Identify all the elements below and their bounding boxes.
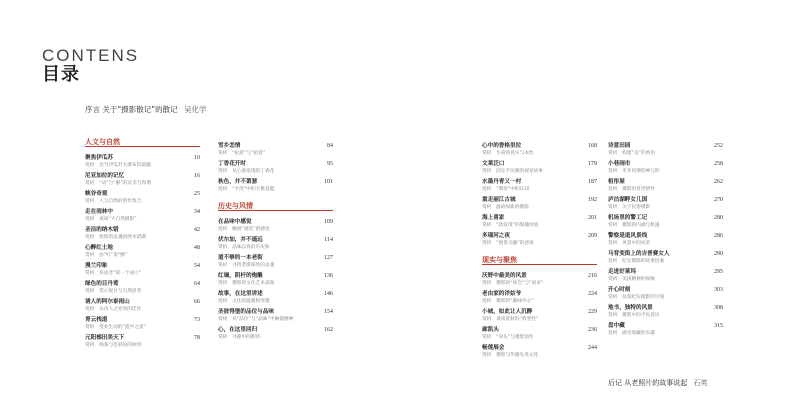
entry-title: 小城，如此让人沉醉 (482, 309, 533, 315)
entry-title: 走在雨林中 (85, 209, 113, 215)
toc-entry[interactable] (482, 214, 597, 232)
entry-page: 290 (714, 251, 723, 257)
entry-page: 16 (194, 173, 200, 179)
entry-title: 故事，在这里讲述 (218, 291, 263, 297)
entry-page: 162 (324, 327, 333, 333)
entry-title: 尼亚加拉的记忆 (85, 173, 125, 179)
entry-title: 秋色，并不萧瑟 (218, 179, 258, 185)
entry-subtitle: 赏析 摄影的“趣味中心” (482, 299, 534, 304)
entry-subtitle: 赏析 摄影中的平民意识 (608, 313, 660, 318)
toc-entry[interactable] (482, 290, 597, 308)
entry-subtitle: 赏析 摄影的内涵与机遇 (608, 223, 660, 228)
entry-page: 127 (324, 255, 333, 261)
toc-entry[interactable] (85, 334, 200, 352)
toc-entry[interactable] (218, 142, 333, 160)
entry-subtitle: 赏析 触摸“感觉”的感觉 (218, 227, 270, 232)
entry-title: 老由家的洋姑爷 (482, 291, 522, 297)
entry-page: 95 (327, 161, 333, 167)
entry-title: 道不够的一本老街 (218, 255, 263, 261)
entry-title: 文莱泛口 (482, 161, 505, 167)
entry-page: 224 (588, 291, 597, 297)
entry-title: 走进好莱坞 (608, 269, 636, 275)
toc-entry[interactable] (482, 326, 597, 344)
toc-entry[interactable] (218, 308, 333, 326)
entry-title: 在品味中感觉 (218, 219, 252, 225)
toc-entry[interactable] (608, 268, 723, 286)
entry-title: 海上喜家 (482, 215, 505, 221)
entry-title: 小巷闹市 (608, 161, 631, 167)
entry-subtitle: 赏析 浓浓的灵魂的纳木错湖 (85, 235, 146, 240)
toc-entry[interactable] (218, 254, 333, 272)
afterword-line[interactable] (608, 378, 707, 388)
entry-subtitle: 赏析 “回头”与摄影创作 (482, 335, 534, 340)
entry-subtitle: 赏析 感受收藏的乐趣 (608, 331, 655, 336)
toc-entry[interactable] (85, 172, 200, 190)
entry-title: 地书，独特的风景 (608, 305, 653, 311)
entry-page: 114 (324, 237, 333, 243)
entry-title: 廊凯头 (482, 327, 499, 333)
entry-subtitle: 赏析 市井风情的神与形 (608, 169, 660, 174)
toc-entry[interactable] (482, 178, 597, 196)
entry-page: 168 (588, 143, 597, 149)
entry-page: 73 (194, 317, 200, 323)
entry-page: 109 (324, 219, 333, 225)
toc-entry[interactable] (218, 236, 333, 254)
entry-page: 315 (714, 323, 723, 329)
entry-title: 圣洁的纳木错 (85, 227, 119, 233)
entry-subtitle: 赏析 从“品位”与“品味”中触摸精神 (218, 317, 294, 322)
entry-subtitle: 赏析 风景中的风采 (608, 241, 651, 246)
entry-title: 丁香花开时 (218, 161, 246, 167)
entry-page: 262 (714, 179, 723, 185)
entry-page: 42 (194, 227, 200, 233)
entry-title: 圣彼得堡的品位与品味 (218, 309, 274, 315)
entry-title: 马背变街上的吉普赛女人 (608, 251, 670, 257)
entry-subtitle: 赏析 “期待”中的认知 (482, 187, 530, 192)
entry-page: 192 (588, 197, 597, 203)
entry-page: 295 (714, 269, 723, 275)
entry-subtitle: 赏析 摄影的“体会”与“回录” (482, 281, 544, 286)
section-heading: 人文与自然 (85, 136, 200, 148)
entry-title: 桓彤屋 (608, 179, 625, 185)
toc-entry[interactable] (85, 190, 200, 208)
entry-subtitle: 赏析 纪实摄影的故事因素 (608, 259, 665, 264)
entry-page: 146 (324, 291, 333, 297)
toc-entry[interactable] (85, 154, 200, 172)
toc-entry[interactable] (85, 262, 200, 280)
entry-subtitle: 赏析 “拍意”与“拍意” (218, 151, 266, 156)
toc-entry[interactable] (608, 196, 723, 214)
entry-subtitle: 赏析 人与自然的创作契合 (85, 199, 142, 204)
toc-entry[interactable] (85, 244, 200, 262)
entry-page: 286 (714, 233, 723, 239)
entry-subtitle: 赏析 “动”与“静”的反差与和谐 (85, 181, 151, 186)
toc-column-1 (85, 136, 200, 352)
entry-title: 水墨丹青又一村 (482, 179, 522, 185)
entry-subtitle: 赏析 摄影与传播先进文化 (482, 353, 539, 358)
entry-subtitle: 赏析 寻找老街深处的灵魂 (218, 263, 275, 268)
entry-title: 沃野中最美的风景 (482, 273, 527, 279)
entry-subtitle: 赏析 品味以真的历史和 (218, 245, 270, 250)
entry-subtitle: 赏析 由“红”说“醉” (85, 253, 128, 258)
entry-title: 伏尔加，并不遥远 (218, 237, 263, 243)
entry-title: 诗意田园 (608, 143, 631, 149)
toc-entry[interactable] (85, 280, 200, 298)
toc-entry[interactable] (85, 298, 200, 316)
entry-page: 48 (194, 245, 200, 251)
toc-column-3 (482, 142, 597, 362)
entry-subtitle: 赏析 固定平民眼的视觉故事 (482, 169, 543, 174)
entry-page: 179 (588, 161, 597, 167)
preface-author: 吴化学 (184, 105, 207, 114)
entry-title: 青云栈道 (85, 317, 108, 323)
toc-entry[interactable] (482, 232, 597, 250)
toc-entry[interactable] (482, 344, 597, 362)
header-latin-title: CONTENS (42, 46, 140, 65)
entry-title: 绿色的目丹莺 (85, 281, 119, 287)
entry-subtitle: 赏析 线条与色彩的的妙用 (85, 343, 142, 348)
toc-entry[interactable] (218, 272, 333, 290)
entry-subtitle: 赏析 美国精神的视频 (608, 277, 655, 282)
entry-page: 252 (714, 143, 723, 149)
toc-entry[interactable] (218, 178, 333, 196)
toc-entry[interactable] (608, 286, 723, 304)
toc-entry[interactable] (608, 250, 723, 268)
toc-entry[interactable] (85, 226, 200, 244)
toc-entry[interactable] (482, 160, 597, 178)
entry-page: 101 (324, 179, 333, 185)
entry-title: 开心时刻 (608, 287, 631, 293)
entry-title: 诱人的阿尔泰雨山 (85, 299, 130, 305)
entry-subtitle: 赏析 温故如新的摄影 (482, 205, 529, 210)
afterword-author: 石英 (693, 379, 708, 387)
toc-entry[interactable] (85, 208, 200, 226)
toc-entry[interactable] (608, 322, 723, 340)
entry-page: 258 (714, 161, 723, 167)
toc-entry[interactable] (608, 214, 723, 232)
entry-page: 54 (194, 263, 200, 269)
entry-page: 64 (194, 281, 200, 287)
afterword-label: 后记 (608, 379, 622, 387)
toc-entry[interactable] (608, 160, 723, 178)
entry-title: 峡谷奇观 (85, 191, 108, 197)
entry-title: 漫兰印象 (85, 263, 108, 269)
afterword-title: 从老照片的故事说起 (624, 379, 688, 387)
entry-subtitle: 赏析 品鉴纪实摄影的空间 (608, 295, 665, 300)
entry-title: 心中的香格里拉 (482, 143, 522, 149)
entry-subtitle: 赏析 从心底发现的丁香花 (218, 169, 275, 174)
entry-subtitle: 赏析 “情景交融”的意境 (482, 241, 534, 246)
entry-subtitle: 赏析 谈谈“大自然摄影” (85, 217, 137, 222)
toc-entry[interactable] (482, 142, 597, 160)
entry-page: 154 (324, 309, 333, 315)
entry-page: 136 (324, 273, 333, 279)
entry-title: 心醉红土地 (85, 245, 113, 251)
toc-column-4 (608, 142, 723, 340)
header-cjk-title: 目录 (42, 64, 80, 85)
entry-page: 201 (588, 215, 597, 221)
entry-title: 元阳梯田美天下 (85, 335, 125, 341)
entry-subtitle: 赏析 乐由昔“第一个成立” (85, 271, 142, 276)
toc-entry[interactable] (608, 232, 723, 250)
entry-subtitle: 赏析 关于民俗摄影 (608, 205, 651, 210)
entry-subtitle: 赏析 会当伊瓜苏大瀑布的震撼 (85, 163, 151, 168)
entry-title: 心，在这里回归 (218, 327, 258, 333)
toc-entry[interactable] (218, 160, 333, 178)
preface-title: 关于“摄影散记”的散记 (102, 105, 178, 114)
entry-subtitle: 赏析 生命的真实与本性 (482, 151, 534, 156)
entry-title: 盘中藏 (608, 323, 625, 329)
entry-title: 畅莲展会 (482, 345, 505, 351)
entry-subtitle: 赏析 谈谈选材的“典型性” (482, 317, 539, 322)
entry-page: 244 (588, 345, 597, 351)
entry-title: 泸沽湖畔女儿国 (608, 197, 648, 203)
entry-title: 聚焦伊瓜苏 (85, 155, 113, 161)
preface-label: 序言 (85, 105, 100, 114)
entry-title: 雪乡恋情 (218, 143, 241, 149)
entry-subtitle: 赏析 变业生动的“遗中之道” (85, 325, 147, 330)
entry-subtitle: 赏析 从动人之处到的佳作 (85, 307, 142, 312)
entry-subtitle: 赏析 “新发现”的保储价值 (482, 223, 539, 228)
entry-page: 229 (588, 309, 597, 315)
entry-page: 303 (714, 287, 723, 293)
entry-page: 236 (588, 327, 597, 333)
entry-subtitle: 赏析 寻静中的期待 (218, 335, 261, 340)
entry-title: 机场里的警工记 (608, 215, 648, 221)
entry-subtitle: 赏析 摄影的文化艺术表现 (218, 281, 275, 286)
entry-subtitle: 赏析 赏心悦目与自然思考 (85, 289, 142, 294)
toc-column-2 (218, 142, 333, 344)
toc-entry[interactable] (608, 178, 723, 196)
entry-subtitle: 赏析 摄影的普世情怀 (608, 187, 655, 192)
toc-entry[interactable] (608, 142, 723, 160)
entry-title: 红墙，阴杆的炮雕 (218, 273, 263, 279)
toc-entry[interactable] (218, 326, 333, 344)
section-heading: 现实与聚焦 (482, 254, 597, 266)
section-heading: 历史与风情 (218, 200, 333, 212)
entry-page: 25 (194, 191, 200, 197)
entry-page: 34 (194, 209, 200, 215)
entry-page: 78 (194, 335, 200, 341)
toc-entry[interactable] (218, 218, 333, 236)
entry-subtitle: 赏析 “平淡”中的大雅意蕴 (218, 187, 275, 192)
entry-subtitle: 赏析 文化的温暖和穿越 (218, 299, 270, 304)
preface-line[interactable] (85, 104, 207, 115)
entry-subtitle: 赏析 构建“美”的妙用 (608, 151, 656, 156)
toc-entry[interactable] (482, 308, 597, 326)
entry-title: 多瑙河之夜 (482, 233, 510, 239)
entry-page: 270 (714, 197, 723, 203)
entry-title: 警察是道风景线 (608, 233, 648, 239)
toc-entry[interactable] (482, 196, 597, 214)
entry-page: 209 (588, 233, 597, 239)
entry-page: 308 (714, 305, 723, 311)
toc-entry[interactable] (218, 290, 333, 308)
entry-page: 10 (194, 155, 200, 161)
entry-page: 280 (714, 215, 723, 221)
entry-page: 216 (588, 273, 597, 279)
entry-title: 重走丽江古城 (482, 197, 516, 203)
entry-page: 187 (588, 179, 597, 185)
entry-page: 84 (327, 143, 333, 149)
entry-page: 66 (194, 299, 200, 305)
toc-entry[interactable] (482, 272, 597, 290)
toc-entry[interactable] (608, 304, 723, 322)
toc-entry[interactable] (85, 316, 200, 334)
